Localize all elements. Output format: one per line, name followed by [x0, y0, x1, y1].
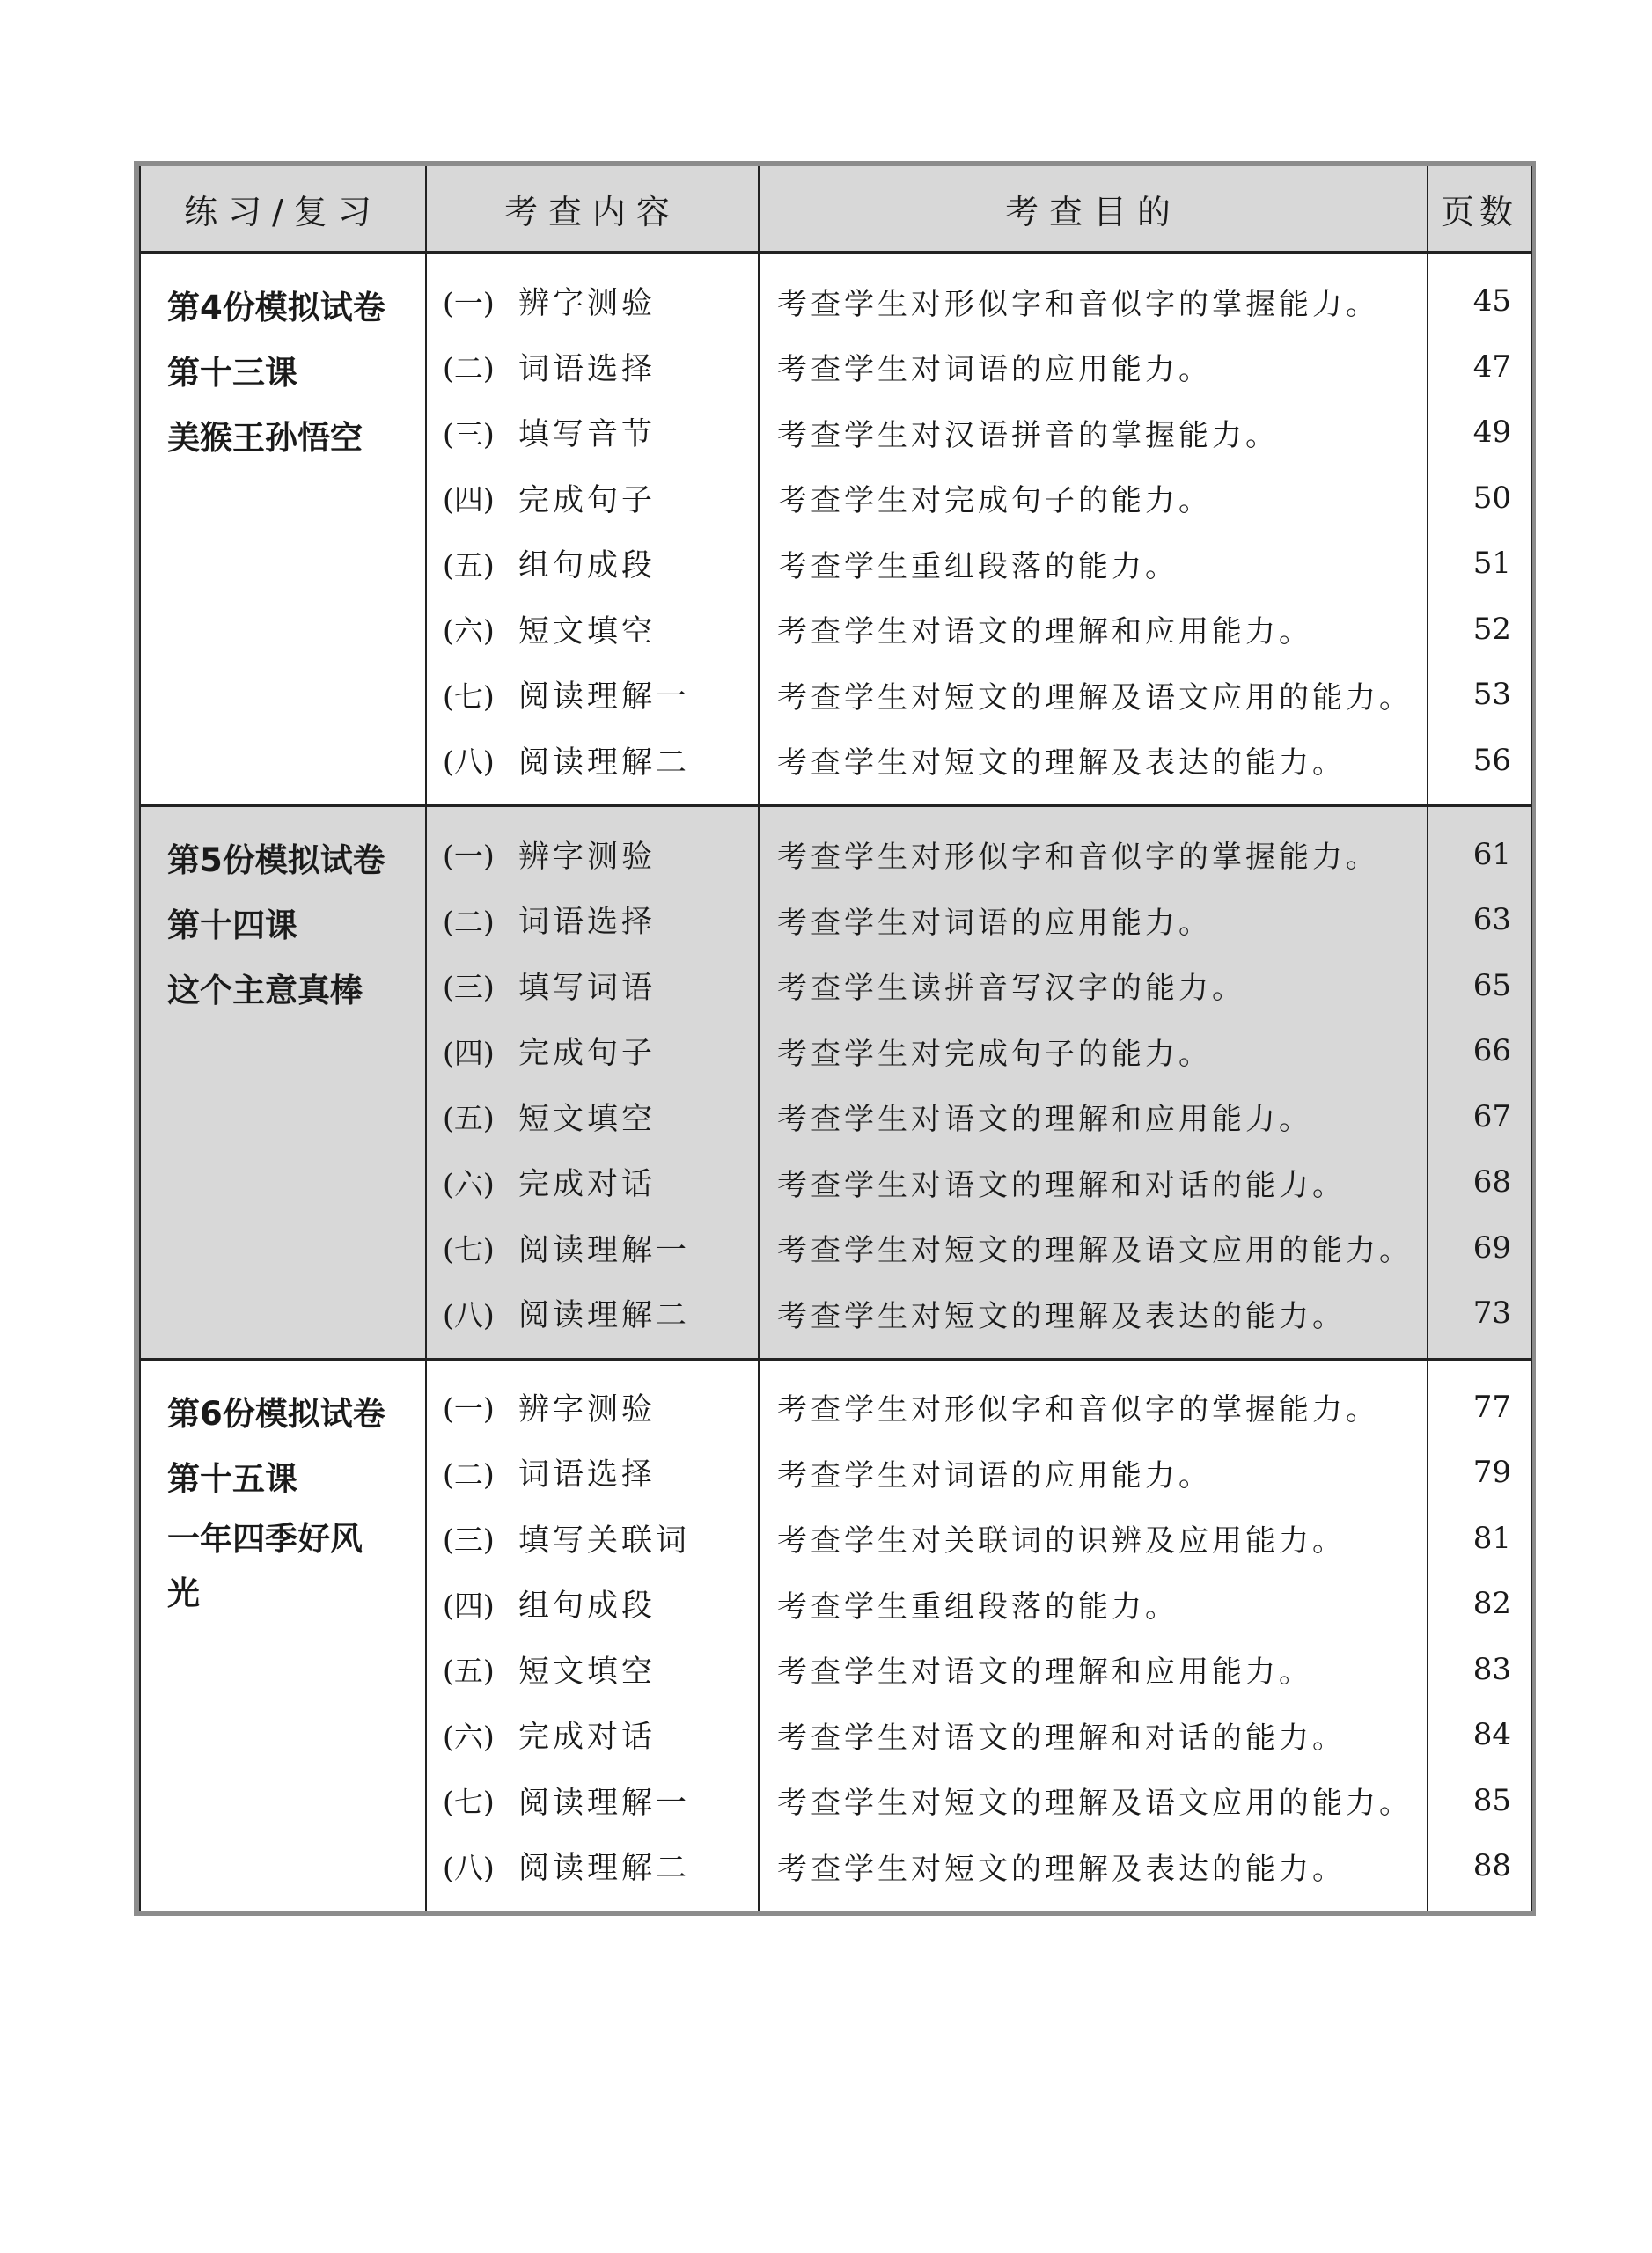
item-number: (四)	[443, 1588, 495, 1623]
content-item	[427, 728, 758, 794]
page-number: 84	[1472, 1717, 1511, 1753]
contents-table	[139, 166, 1532, 1911]
page-number: 83	[1472, 1651, 1511, 1687]
content-item	[427, 268, 758, 334]
page-number: 53	[1472, 677, 1511, 713]
item-name: 阅读理解二	[518, 745, 691, 781]
page-number: 88	[1472, 1848, 1511, 1884]
paper-title: 第4份模拟试卷	[167, 289, 385, 327]
lesson-number: 第十四课	[167, 906, 297, 945]
lesson-cell	[140, 253, 426, 806]
lesson-number: 第十三课	[167, 354, 297, 392]
page-cell	[1428, 253, 1531, 806]
purpose-text: 考查学生对关联词的识辨及应用能力。	[777, 1523, 1346, 1559]
item-number: (二)	[443, 351, 495, 386]
item-number: (二)	[443, 1457, 495, 1492]
purpose-text: 考查学生对语文的理解和应用能力。	[777, 1102, 1312, 1138]
page-number: 66	[1472, 1033, 1511, 1069]
header-page: 页数	[1428, 166, 1531, 253]
purpose-text: 考查学生对短文的理解及表达的能力。	[777, 1298, 1346, 1334]
section-row	[140, 1359, 1531, 1911]
purpose-cell	[759, 806, 1428, 1359]
item-number: (八)	[443, 1297, 495, 1332]
lesson-title: 这个主意真棒	[167, 972, 363, 1010]
page-number: 61	[1472, 836, 1511, 872]
purpose-text: 考查学生对短文的理解及语文应用的能力。	[777, 1786, 1413, 1822]
content-item	[427, 821, 758, 887]
content-item	[427, 466, 758, 532]
item-name: 填写音节	[518, 417, 657, 453]
purpose-text: 考查学生对形似字和音似字的掌握能力。	[777, 840, 1379, 876]
contents-table-frame	[134, 161, 1536, 1916]
purpose-text: 考查学生读拼音写汉字的能力。	[777, 971, 1245, 1007]
page-number: 85	[1472, 1782, 1511, 1818]
item-number: (三)	[443, 970, 495, 1005]
item-name: 词语选择	[518, 905, 657, 941]
purpose-text: 考查学生对词语的应用能力。	[777, 352, 1212, 388]
item-name: 填写关联词	[518, 1523, 691, 1559]
item-number: (四)	[443, 1035, 495, 1070]
item-name: 阅读理解二	[518, 1851, 691, 1887]
content-item	[427, 1571, 758, 1637]
page-number: 69	[1472, 1229, 1511, 1266]
item-name: 完成句子	[518, 482, 657, 518]
page-number: 68	[1472, 1164, 1511, 1200]
content-item	[427, 1702, 758, 1768]
purpose-text: 考查学生对语文的理解和对话的能力。	[777, 1167, 1346, 1203]
item-name: 辨字测验	[518, 839, 657, 875]
item-name: 阅读理解一	[518, 679, 691, 716]
lesson-number: 第十五课	[167, 1459, 297, 1498]
item-name: 阅读理解二	[518, 1298, 691, 1334]
purpose-text: 考查学生对汉语拼音的掌握能力。	[777, 417, 1279, 453]
content-item	[427, 1768, 758, 1834]
item-number: (一)	[443, 839, 495, 874]
item-name: 完成对话	[518, 1720, 657, 1756]
purpose-text: 考查学生对词语的应用能力。	[777, 1457, 1212, 1493]
header-purpose: 考查目的	[759, 166, 1428, 253]
page-number: 79	[1472, 1455, 1511, 1491]
item-name: 词语选择	[518, 351, 657, 387]
content-item	[427, 1215, 758, 1281]
item-number: (三)	[443, 1523, 495, 1558]
header-row	[140, 166, 1531, 253]
item-name: 词语选择	[518, 1457, 657, 1493]
content-item	[427, 1833, 758, 1899]
content-item	[427, 1083, 758, 1149]
item-number: (六)	[443, 1719, 495, 1754]
item-name: 组句成段	[518, 1589, 657, 1625]
page-number: 77	[1472, 1389, 1511, 1425]
item-number: (四)	[443, 482, 495, 517]
page-number: 52	[1472, 611, 1511, 647]
page-number: 45	[1472, 283, 1511, 319]
purpose-text: 考查学生对语文的理解和对话的能力。	[777, 1720, 1346, 1756]
item-name: 辨字测验	[518, 1391, 657, 1427]
item-number: (七)	[443, 1785, 495, 1820]
content-item	[427, 662, 758, 728]
item-number: (七)	[443, 679, 495, 714]
paper-title: 第5份模拟试卷	[167, 841, 385, 880]
page-number: 49	[1472, 415, 1511, 451]
content-item	[427, 334, 758, 400]
lesson-title: 一年四季好风光	[167, 1519, 363, 1612]
lesson-title: 美猴王孙悟空	[167, 419, 363, 457]
content-item	[427, 400, 758, 466]
item-number: (五)	[443, 1101, 495, 1136]
page-number: 47	[1472, 349, 1511, 385]
purpose-text: 考查学生对短文的理解及表达的能力。	[777, 1851, 1346, 1887]
lesson-cell	[140, 806, 426, 1359]
page-cell	[1428, 806, 1531, 1359]
page-cell	[1428, 1359, 1531, 1911]
item-number: (二)	[443, 904, 495, 939]
purpose-cell	[759, 253, 1428, 806]
item-number: (八)	[443, 1850, 495, 1885]
item-number: (七)	[443, 1232, 495, 1267]
item-number: (三)	[443, 416, 495, 451]
section-row	[140, 806, 1531, 1359]
content-item	[427, 1506, 758, 1572]
page-number: 50	[1472, 480, 1511, 516]
item-name: 完成句子	[518, 1036, 657, 1072]
page-number: 51	[1472, 546, 1511, 582]
item-name: 阅读理解一	[518, 1785, 691, 1821]
purpose-text: 考查学生重组段落的能力。	[777, 1589, 1178, 1625]
purpose-cell	[759, 1359, 1428, 1911]
item-name: 阅读理解一	[518, 1232, 691, 1268]
purpose-text: 考查学生对短文的理解及语文应用的能力。	[777, 1233, 1413, 1269]
content-item	[427, 531, 758, 597]
item-number: (六)	[443, 1166, 495, 1201]
page-number: 81	[1472, 1520, 1511, 1556]
page-number: 67	[1472, 1098, 1511, 1134]
header-content: 考查内容	[426, 166, 759, 253]
purpose-text: 考查学生对完成句子的能力。	[777, 483, 1212, 519]
content-item	[427, 1637, 758, 1703]
content-item	[427, 1281, 758, 1347]
content-item	[427, 1018, 758, 1084]
item-name: 组句成段	[518, 548, 657, 584]
content-cell	[426, 253, 759, 806]
item-name: 完成对话	[518, 1167, 657, 1203]
purpose-text: 考查学生对形似字和音似字的掌握能力。	[777, 1392, 1379, 1428]
item-number: (六)	[443, 613, 495, 649]
purpose-text: 考查学生对短文的理解及语文应用的能力。	[777, 679, 1413, 716]
purpose-text: 考查学生对短文的理解及表达的能力。	[777, 745, 1346, 782]
purpose-text: 考查学生对语文的理解和应用能力。	[777, 1655, 1312, 1691]
content-item	[427, 597, 758, 663]
page-number: 63	[1472, 902, 1511, 938]
purpose-text: 考查学生对词语的应用能力。	[777, 905, 1212, 941]
purpose-text: 考查学生重组段落的能力。	[777, 548, 1178, 584]
content-item	[427, 952, 758, 1018]
header-practice-review: 练习/复习	[140, 166, 426, 253]
page-number: 65	[1472, 967, 1511, 1003]
content-item	[427, 1375, 758, 1441]
item-name: 短文填空	[518, 1101, 657, 1137]
item-name: 短文填空	[518, 613, 657, 649]
item-number: (八)	[443, 745, 495, 780]
section-row	[140, 253, 1531, 806]
purpose-text: 考查学生对语文的理解和应用能力。	[777, 614, 1312, 650]
content-item	[427, 1149, 758, 1215]
item-number: (五)	[443, 547, 495, 583]
item-name: 辨字测验	[518, 286, 657, 322]
purpose-text: 考查学生对完成句子的能力。	[777, 1036, 1212, 1072]
item-number: (五)	[443, 1654, 495, 1689]
paper-title: 第6份模拟试卷	[167, 1394, 385, 1433]
item-number: (一)	[443, 285, 495, 320]
item-name: 短文填空	[518, 1654, 657, 1690]
lesson-cell	[140, 1359, 426, 1911]
page-number: 56	[1472, 742, 1511, 778]
content-item	[427, 887, 758, 953]
page-number: 73	[1472, 1295, 1511, 1332]
content-item	[427, 1440, 758, 1506]
item-name: 填写词语	[518, 970, 657, 1006]
item-number: (一)	[443, 1391, 495, 1427]
purpose-text: 考查学生对形似字和音似字的掌握能力。	[777, 286, 1379, 322]
content-cell	[426, 1359, 759, 1911]
content-cell	[426, 806, 759, 1359]
page-number: 82	[1472, 1586, 1511, 1622]
